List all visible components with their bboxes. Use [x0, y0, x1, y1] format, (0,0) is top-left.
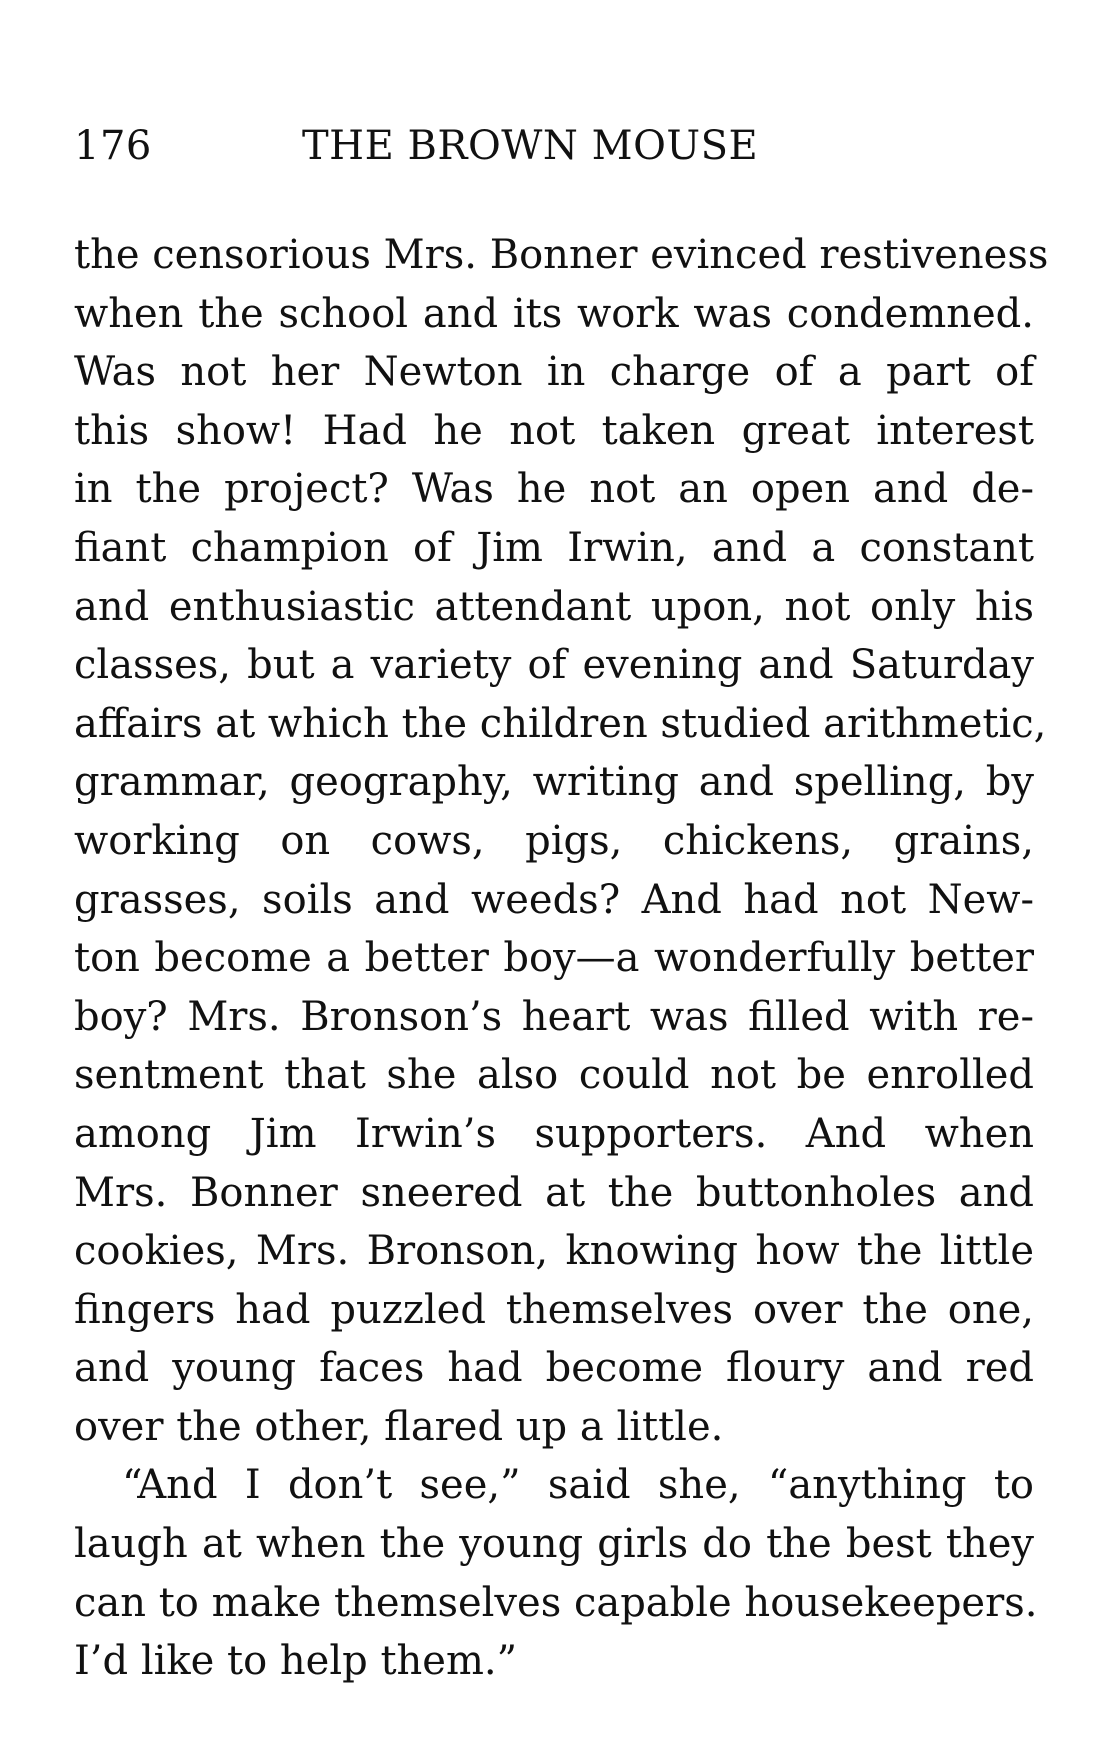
text-line: grammar, geography, writing and spelling, by	[74, 759, 1034, 806]
text-line: classes, but a variety of evening and Saturday	[74, 642, 1034, 689]
text-line: and young faces had become floury and red	[74, 1345, 1034, 1392]
text-line: this show! Had he not taken great interest	[74, 407, 1034, 454]
text-line: fingers had puzzled themselves over the one,	[74, 1286, 1034, 1333]
page-number: 176	[74, 123, 152, 169]
running-header	[74, 118, 1034, 174]
text-line: when the school and its work was condemned.	[74, 290, 1034, 337]
text-line: affairs at which the children studied arithmetic,	[74, 700, 1047, 747]
text-line: boy? Mrs. Bronson’s heart was filled with re-	[74, 993, 1034, 1040]
text-line: grasses, soils and weeds? And had not New-	[74, 876, 1034, 923]
text-line: ton become a better boy—a wonderfully better	[74, 935, 1034, 982]
text-line: the censorious Mrs. Bonner evinced restiveness	[74, 232, 1049, 278]
paragraph-1	[74, 226, 1049, 1456]
text-line: over the other, flared up a little.	[74, 1403, 724, 1450]
text-line: and enthusiastic attendant upon, not only his	[74, 583, 1034, 630]
text-line: “And I don’t see,” said she, “anything to	[122, 1462, 1034, 1509]
text-line: can to make themselves capable housekeepers.	[74, 1579, 1038, 1626]
text-line: cookies, Mrs. Bronson, knowing how the little	[74, 1228, 1034, 1275]
text-body	[74, 226, 1049, 1691]
text-line: Was not her Newton in charge of a part of	[74, 349, 1034, 396]
book-title: THE BROWN MOUSE	[302, 123, 759, 169]
text-line: laugh at when the young girls do the best they	[74, 1521, 1034, 1568]
text-line: I’d like to help them.”	[74, 1638, 518, 1685]
paragraph-2	[74, 1456, 1038, 1690]
text-line: working on cows, pigs, chickens, grains,	[74, 817, 1034, 864]
text-line: in the project? Was he not an open and de-	[74, 466, 1034, 513]
text-line: sentment that she also could not be enrolled	[74, 1052, 1034, 1099]
text-line: Mrs. Bonner sneered at the buttonholes and	[74, 1169, 1034, 1216]
text-line: among Jim Irwin’s supporters. And when	[74, 1110, 1034, 1157]
text-line: fiant champion of Jim Irwin, and a constant	[74, 524, 1034, 571]
